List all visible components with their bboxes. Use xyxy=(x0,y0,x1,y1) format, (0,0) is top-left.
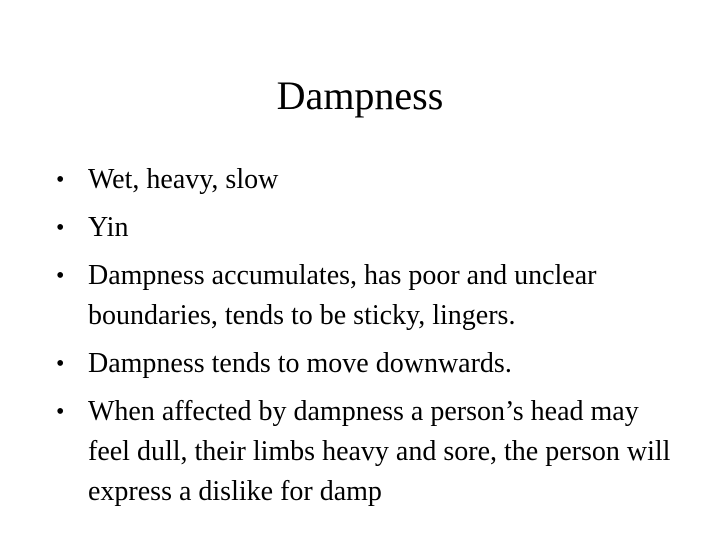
bullet-text: When affected by dampness a person’s head may feel dull, their limbs heavy and sore, the person will express a dislike for damp xyxy=(88,396,671,507)
slide-title: Dampness xyxy=(276,73,444,118)
bullet-icon: • xyxy=(56,167,65,193)
bullet-text: Yin xyxy=(88,212,129,243)
bullet-text: Dampness accumulates, has poor and unclear boundaries, tends to be sticky, lingers. xyxy=(88,260,597,331)
bullet-item xyxy=(56,344,686,384)
bullet-icon: • xyxy=(56,351,65,377)
bullet-item xyxy=(56,392,686,512)
bullet-item xyxy=(56,208,686,248)
bullet-text: Wet, heavy, slow xyxy=(88,164,279,195)
bullet-list xyxy=(56,160,686,520)
bullet-item xyxy=(56,256,686,336)
bullet-icon: • xyxy=(56,263,65,289)
bullet-icon: • xyxy=(56,399,65,425)
bullet-icon: • xyxy=(56,215,65,241)
bullet-text: Dampness tends to move downwards. xyxy=(88,348,512,379)
bullet-item xyxy=(56,160,686,200)
